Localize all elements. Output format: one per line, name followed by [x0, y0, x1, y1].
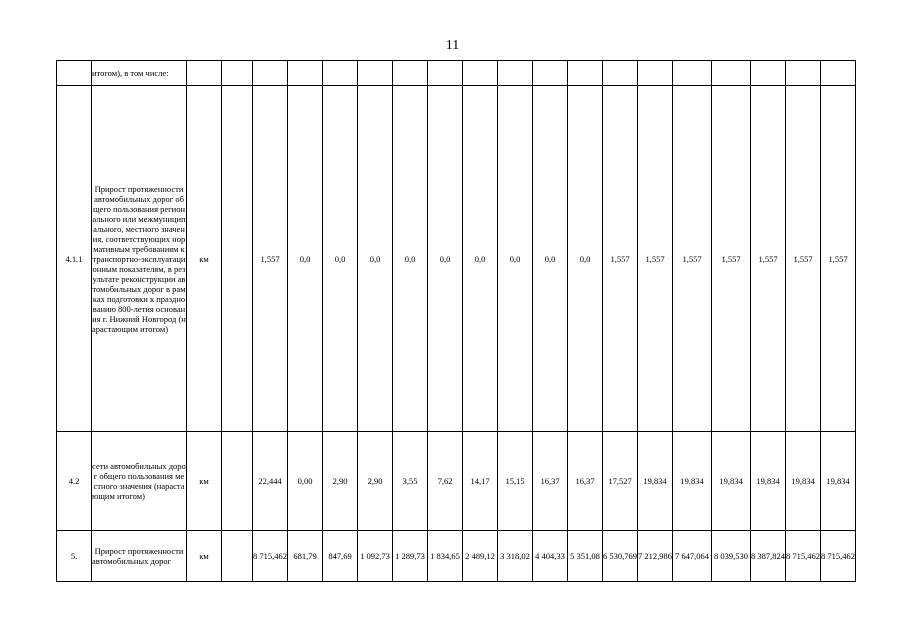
- unit-cell: км: [187, 86, 222, 432]
- value-cell: [751, 61, 786, 86]
- value-cell: 16,37: [568, 432, 603, 531]
- value-cell: 7,62: [428, 432, 463, 531]
- value-cell: 8 039,530: [712, 531, 751, 582]
- table-row: [57, 531, 856, 582]
- value-cell: 0,0: [323, 86, 358, 432]
- value-cell: 8 715,462: [821, 531, 856, 582]
- empty-cell: [222, 531, 253, 582]
- row-number-cell: 4.2: [57, 432, 92, 531]
- value-cell: 847,69: [323, 531, 358, 582]
- value-cell: 0,0: [568, 86, 603, 432]
- value-cell: 19,834: [638, 432, 673, 531]
- table-row: [57, 432, 856, 531]
- value-cell: 1,557: [603, 86, 638, 432]
- empty-cell: [222, 86, 253, 432]
- value-cell: 1 834,65: [428, 531, 463, 582]
- page-number: 11: [445, 38, 460, 53]
- unit-cell: км: [187, 432, 222, 531]
- value-cell: [393, 61, 428, 86]
- value-cell: 1,557: [638, 86, 673, 432]
- value-cell: 1,557: [253, 86, 288, 432]
- value-cell: [568, 61, 603, 86]
- value-cell: 0,0: [393, 86, 428, 432]
- empty-cell: [222, 61, 253, 86]
- row-number-cell: 4.1.1: [57, 86, 92, 432]
- value-cell: 8 715,462: [786, 531, 821, 582]
- unit-cell: [187, 61, 222, 86]
- value-cell: 16,37: [533, 432, 568, 531]
- value-cell: [821, 61, 856, 86]
- value-cell: [712, 61, 751, 86]
- value-cell: [358, 61, 393, 86]
- value-cell: 7 212,986: [638, 531, 673, 582]
- indicator-name-cell: Прирост протяженности автомобильных дорог общего пользования регионального или межмуниципального, местного значения, соответствующих нормативным требованиям к транспортно-эксплуатационным показателям, в результате реконструкции автомобильных дорог в рамках подготовки к празднованию 800-летия основания г. Нижний Новгород (нарастающим итогом): [92, 86, 187, 432]
- value-cell: 1,557: [673, 86, 712, 432]
- indicator-name-cell: Прирост протяженности автомобильных дорог: [92, 531, 187, 582]
- value-cell: 1,557: [712, 86, 751, 432]
- value-cell: 3,55: [393, 432, 428, 531]
- indicators-table: [56, 60, 856, 582]
- value-cell: 0,0: [428, 86, 463, 432]
- value-cell: 19,834: [673, 432, 712, 531]
- value-cell: 4 404,33: [533, 531, 568, 582]
- value-cell: 19,834: [712, 432, 751, 531]
- value-cell: [638, 61, 673, 86]
- value-cell: 19,834: [821, 432, 856, 531]
- value-cell: 0,0: [463, 86, 498, 432]
- value-cell: [428, 61, 463, 86]
- value-cell: 0,0: [288, 86, 323, 432]
- value-cell: 681,79: [288, 531, 323, 582]
- value-cell: 6 530,769: [603, 531, 638, 582]
- value-cell: [533, 61, 568, 86]
- value-cell: 3 318,02: [498, 531, 533, 582]
- value-cell: [603, 61, 638, 86]
- unit-cell: км: [187, 531, 222, 582]
- value-cell: [253, 61, 288, 86]
- value-cell: 22,444: [253, 432, 288, 531]
- indicator-name-cell: итогом), в том числе:: [92, 61, 187, 86]
- value-cell: 1,557: [751, 86, 786, 432]
- value-cell: 17,527: [603, 432, 638, 531]
- value-cell: [288, 61, 323, 86]
- value-cell: [498, 61, 533, 86]
- value-cell: 1,557: [786, 86, 821, 432]
- value-cell: 2 489,12: [463, 531, 498, 582]
- value-cell: 15,15: [498, 432, 533, 531]
- table-row: [57, 86, 856, 432]
- value-cell: 5 351,08: [568, 531, 603, 582]
- table-row: [57, 61, 856, 86]
- value-cell: 8 715,462: [253, 531, 288, 582]
- value-cell: [673, 61, 712, 86]
- value-cell: [323, 61, 358, 86]
- row-number-cell: [57, 61, 92, 86]
- value-cell: 7 647,064: [673, 531, 712, 582]
- table-body: [57, 61, 856, 582]
- value-cell: 2,90: [323, 432, 358, 531]
- value-cell: 0,00: [288, 432, 323, 531]
- value-cell: [786, 61, 821, 86]
- value-cell: 1 092,73: [358, 531, 393, 582]
- value-cell: 19,834: [786, 432, 821, 531]
- value-cell: 0,0: [498, 86, 533, 432]
- value-cell: 0,0: [533, 86, 568, 432]
- value-cell: 0,0: [358, 86, 393, 432]
- value-cell: 8 387,824: [751, 531, 786, 582]
- value-cell: 14,17: [463, 432, 498, 531]
- indicator-name-cell: сети автомобильных дорог общего пользования местного значения (нарастающим итогом): [92, 432, 187, 531]
- empty-cell: [222, 432, 253, 531]
- value-cell: [463, 61, 498, 86]
- value-cell: 19,834: [751, 432, 786, 531]
- value-cell: 1,557: [821, 86, 856, 432]
- value-cell: 2,90: [358, 432, 393, 531]
- value-cell: 1 289,73: [393, 531, 428, 582]
- row-number-cell: 5.: [57, 531, 92, 582]
